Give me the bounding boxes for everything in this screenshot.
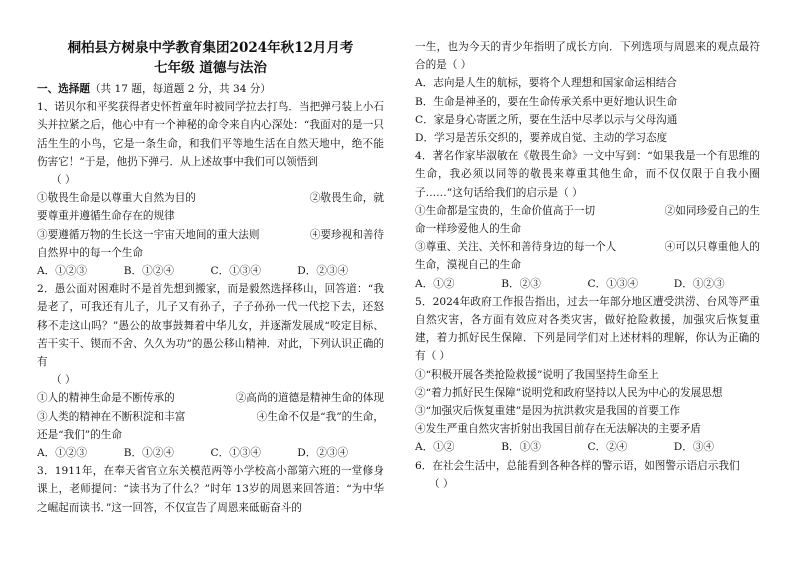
- question-4-statement-cont: 命一样珍爱他人的生命: [415, 223, 521, 236]
- choice-d[interactable]: D．②③④: [297, 447, 349, 460]
- question-6: [415, 457, 760, 493]
- question-4-statement-row: [415, 202, 760, 220]
- question-5-choices: [415, 438, 760, 456]
- choice-a[interactable]: A．①②: [415, 441, 455, 454]
- question-1: [37, 98, 384, 280]
- choice-c[interactable]: C．①③④: [587, 277, 638, 290]
- question-1-statement-row: [37, 189, 384, 207]
- question-2-blank: （ ）: [51, 374, 76, 387]
- question-4-statement-cont: 生命，漠视自己的生命: [415, 259, 521, 272]
- choice-b[interactable]: B．②③: [501, 277, 541, 290]
- question-4-stem: 4．著名作家毕淑敏在《敬畏生命》一文中写到：“如果我是一个有思维的生命，我必须以同等的敬畏来尊重其他生命，而不仅仅限于自我小圈子……”这句话给我们的启示是（ ）: [415, 150, 760, 199]
- question-5: [415, 293, 760, 457]
- exam-subtitle: 七年级 道德与法治: [154, 60, 267, 76]
- question-2-stem: 2．愚公面对困难时不是首先想到搬家，而是毅然选择移山，回答道：“我是老了，可我还有儿子，儿子又有孙子，子子孙孙一代一代挖下去，还怒移不走这山吗？”愚公的故事鼓舞着中华儿女，并逐渐发展成“咬定目标、苦干实干、锲而不舍、久久为功”的愚公移山精神．对此，下列认识正确的有: [37, 283, 384, 369]
- question-5-item: ④发生严重自然灾害折射出我国目前存在无法解决的主要矛盾: [415, 423, 702, 436]
- section-note: （共 17 题，每道题 2 分，共 34 分）: [89, 83, 271, 95]
- question-1-statement-row: [37, 226, 384, 244]
- question-5-item: ①“积极开展各类抢险救援”说明了我国坚持生命至上: [415, 368, 659, 381]
- question-3-option-d[interactable]: D．学习是苦乐交织的，要养成自觉、主动的学习态度: [415, 132, 668, 145]
- question-2-statement: ②高尚的道德是精神生命的体现: [235, 392, 384, 405]
- question-1-statement: ②敬畏生命，就: [309, 192, 384, 205]
- question-4-statement: ④可以只尊重他人的: [664, 241, 760, 254]
- question-4-statement: ③尊重、关注、关怀和善待身边的每一个人: [415, 241, 617, 254]
- left-column: [37, 38, 384, 517]
- question-1-statement: ①敬畏生命是以尊重大自然为目的: [37, 192, 196, 205]
- question-4-statement-row: [415, 238, 760, 256]
- choice-c[interactable]: C．②④: [587, 441, 628, 454]
- question-2-choices: [37, 444, 384, 462]
- choice-b[interactable]: B．①③: [501, 441, 541, 454]
- question-1-choices: [37, 262, 384, 280]
- question-4-statement: ②如同珍爱自己的生: [664, 204, 760, 217]
- question-2-statement-row: [37, 408, 384, 426]
- question-4: [415, 147, 760, 293]
- choice-c[interactable]: C．①③④: [210, 447, 261, 460]
- choice-c[interactable]: C．①③④: [210, 265, 261, 278]
- choice-d[interactable]: D．②③④: [297, 265, 349, 278]
- question-1-blank: （ ）: [51, 174, 76, 187]
- question-5-stem: 5．2024年政府工作报告指出，过去一年部分地区遭受洪涝、台风等严重自然灾害，各方面有效应对各类灾害，做好抢险救援，加强灾后恢复重建，着力抓好民生保障．下列是同学们对上述材料的理解，你认为正确的有（ ）: [415, 295, 760, 363]
- exam-title: 桐柏县方树泉中学教育集团2024年秋12月月考: [67, 40, 354, 56]
- choice-d[interactable]: D．③④: [673, 441, 715, 454]
- choice-a[interactable]: A．①②③: [37, 447, 88, 460]
- right-column: [415, 38, 760, 493]
- question-1-statement-cont: 自然界中的每一个生命: [37, 246, 143, 259]
- question-3-stem-part1: 3．1911年，在奉天省官立东关模范两等小学校高小部第六班的一堂修身课上，老师提问：“读书为了什么？”时年 13岁的周恩来回答道：“为中华之崛起而读书．”这一回答，不仅宣告了周恩来砥砺奋斗的: [37, 465, 384, 514]
- question-1-statement: ③要遵循万物的生长这一宇宙天地间的重大法则: [37, 228, 260, 241]
- question-2-statement-cont: 还是“我们”的生命: [37, 428, 122, 441]
- question-1-statement: ④要珍视和善待: [309, 228, 384, 241]
- question-5-item: ③“加强灾后恢复重建”是因为抗洪救灾是我国的首要工作: [415, 405, 681, 418]
- question-6-stem: 6．在社会生活中，总能看到各种各样的警示语，如图警示语启示我们: [415, 459, 740, 472]
- question-6-blank: （ ）: [429, 477, 454, 490]
- question-3-option-a[interactable]: A．志向是人生的航标，要将个人理想和国家命运相结合: [415, 77, 677, 90]
- question-2-statement: ①人的精神生命是不断传承的: [37, 392, 175, 405]
- choice-a[interactable]: A．①②: [415, 277, 455, 290]
- choice-d[interactable]: D．①②③: [673, 277, 725, 290]
- question-2-statement: ③人类的精神在不断积淀和丰富: [37, 410, 186, 423]
- choice-b[interactable]: B．①②④: [123, 265, 174, 278]
- question-2-statement-row: [37, 389, 384, 407]
- question-3-option-c[interactable]: C．家是身心寄匿之所，要在生活中尽孝以示与父母沟通: [415, 113, 678, 126]
- question-4-choices: [415, 275, 760, 293]
- question-2: [37, 280, 384, 462]
- question-1-statement-cont: 要尊重并遵循生命存在的规律: [37, 210, 175, 223]
- question-3-stem-part2: 一生，也为今天的青少年指明了成长方向．下列选项与周恩来的观点最符合的是（ ）: [415, 41, 760, 72]
- section-heading: [37, 80, 384, 98]
- question-2-statement: ④生命不仅是“我”的生命，: [256, 410, 384, 423]
- choice-b[interactable]: B．①②④: [123, 447, 174, 460]
- section-label: 一、选择题: [37, 83, 90, 95]
- question-3-option-b[interactable]: B．生命是神圣的，要在生命传承关系中更好地认识生命: [415, 95, 678, 108]
- question-3-options: [415, 74, 760, 147]
- choice-a[interactable]: A．①②③: [37, 265, 88, 278]
- question-4-statement: ①生命都是宝贵的，生命价值高于一切: [415, 204, 596, 217]
- question-5-item: ②“着力抓好民生保障”说明党和政府坚持以人民为中心的发展思想: [415, 386, 723, 399]
- question-1-stem: 1、诺贝尔和平奖获得者史怀哲童年时被同学拉去打鸟．当把弹弓装上小石头并拉紧之后，他心中有一个神秘的命令来自内心深处：“我面对的是一只活生生的小鸟，它是一条生命，和我们平等地生活在自然天地中，绝不能伤害它！”于是，他扔下弹弓．从上述故事中我们可以领悟到: [37, 101, 384, 168]
